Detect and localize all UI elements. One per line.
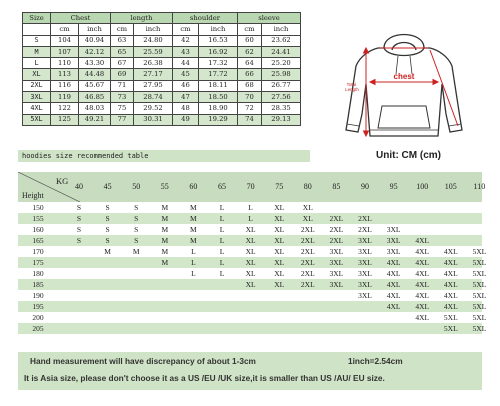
size-recommend-cell: 2XL [300,225,315,234]
size-recommend-cell: 4XL [415,269,430,278]
measure-cell: 73 [111,92,134,103]
size-recommend-cell: S [76,214,82,223]
size-recommend-cell: 3XL [358,258,372,267]
measure-cell: 27.17 [134,69,173,80]
size-row [23,103,301,114]
measure-cell: 104 [51,35,79,46]
size-recommend-cell: 3XL [358,280,372,289]
size-recommend-cell: M [132,247,140,256]
measure-cell: 43.30 [79,58,111,69]
weight-header: 50 [132,182,141,191]
recommend-row [18,257,487,268]
total-length-label-line2: Length [345,87,359,92]
size-recommend-cell: 3XL [329,258,344,267]
height-cell: 205 [32,324,44,333]
chest-label: chest [393,72,415,81]
measure-cell: 40.94 [79,35,111,46]
recommend-row [18,202,482,213]
size-recommend-cell: M [161,247,169,256]
recommend-table [18,172,487,334]
measure-cell: 67 [111,58,134,69]
recommend-row [18,268,487,279]
size-recommend-cell: XL [245,225,256,234]
recommend-row [18,213,482,224]
recommend-row [18,246,487,257]
shoulder-inch-header: inch [199,24,238,35]
measure-cell: 25.98 [262,69,301,80]
measure-cell: 77 [111,114,134,125]
size-recommend-cell: XL [274,225,285,234]
size-recommend-cell: 2XL [300,247,315,256]
measure-cell: 64 [238,58,262,69]
measure-cell: 16.53 [199,35,238,46]
size-header: Size [23,13,51,24]
size-cell: 3XL [23,92,51,103]
recommend-row [18,301,487,312]
size-recommend-cell: 2XL [329,225,344,234]
weight-header: 95 [389,182,398,191]
measure-cell: 44 [173,58,199,69]
size-recommend-cell: L [219,203,225,212]
size-recommend-cell: 2XL [300,280,315,289]
size-recommend-cell: 3XL [358,247,372,256]
size-recommend-cell: 3XL [358,236,372,245]
recommend-row [18,290,487,301]
hoodie-outline [346,35,462,137]
size-recommend-cell: 4XL [415,280,430,289]
shoulder-header: shoulder [173,13,238,24]
chest-header: Chest [51,13,111,24]
size-recommend-cell: 4XL [443,302,458,311]
size-recommend-cell: 4XL [415,291,430,300]
size-recommend-cell: XL [274,203,285,212]
size-recommend-cell: XL [274,247,285,256]
height-cell: 165 [32,236,44,245]
size-recommend-cell: 5XL [472,324,487,333]
measure-cell: 119 [51,92,79,103]
measure-cell: 42.12 [79,46,111,57]
measure-cell: 44.48 [79,69,111,80]
size-recommend-cell: XL [245,269,256,278]
size-recommend-cell: S [134,203,139,212]
size-recommend-cell: 3XL [386,247,401,256]
size-row [23,46,301,57]
total-length-label [345,82,359,92]
weight-header: 75 [275,182,284,191]
measure-cell: 29.52 [134,103,173,114]
measure-cell: 65 [111,46,134,57]
size-empty-cell [23,24,51,35]
measure-cell: 28.74 [134,92,173,103]
size-recommend-cell: 2XL [358,225,372,234]
size-recommend-cell: 5XL [472,258,487,267]
height-cell: 175 [32,258,44,267]
measure-cell: 69 [111,69,134,80]
measure-cell: 49 [173,114,199,125]
size-recommend-cell: 3XL [358,269,372,278]
size-recommend-cell: XL [245,258,256,267]
size-recommend-cell: XL [274,236,285,245]
measure-cell: 45 [173,69,199,80]
size-recommend-cell: 4XL [386,258,401,267]
size-recommend-cell: L [191,247,196,256]
chest-inch-header: inch [79,24,111,35]
measure-cell: 75 [111,103,134,114]
size-recommend-cell: 2XL [358,214,372,223]
size-cell: M [23,46,51,57]
measure-cell: 26.77 [262,80,301,91]
size-recommend-cell: M [190,203,197,212]
size-recommend-cell: XL [245,280,256,289]
size-recommend-cell: M [190,225,197,234]
length-inch-header: inch [134,24,173,35]
size-cell: 2XL [23,80,51,91]
height-cell: 200 [32,313,44,322]
measure-cell: 42 [173,35,199,46]
recommend-title: hoodies size recommended table [18,150,310,162]
size-recommend-cell: L [219,214,225,223]
measure-cell: 63 [111,35,134,46]
size-recommend-cell: 4XL [415,313,430,322]
recommend-row [18,235,482,246]
weight-header: 100 [416,182,429,191]
measure-cell: 74 [238,114,262,125]
measure-cell: 18.50 [199,92,238,103]
size-recommend-cell: 5XL [472,280,487,289]
size-recommend-cell: 4XL [386,302,401,311]
inch-conversion-note: 1inch=2.54cm [348,356,403,366]
height-cell: 190 [32,291,44,300]
weight-header: 85 [332,182,341,191]
weight-header: 70 [246,182,255,191]
notes-box [18,352,482,390]
measure-cell: 25.20 [262,58,301,69]
size-recommend-cell: XL [245,236,256,245]
size-recommend-cell: 4XL [386,291,401,300]
total-length-label-line1: Total [346,82,357,87]
size-recommend-cell: 4XL [443,291,458,300]
size-recommend-cell: 3XL [358,291,372,300]
measure-cell: 46.85 [79,92,111,103]
size-recommend-cell: 5XL [443,324,458,333]
measure-cell: 25.59 [134,46,173,57]
measure-cell: 29.13 [262,114,301,125]
size-recommend-cell: M [161,203,169,212]
measure-cell: 16.92 [199,46,238,57]
size-recommend-cell: 3XL [329,247,344,256]
size-recommend-cell: L [219,247,225,256]
height-cell: 180 [32,269,44,278]
size-recommend-cell: S [76,203,82,212]
sleeve-inch-header: inch [262,24,301,35]
recommend-row [18,279,487,290]
size-row [23,80,301,91]
length-cm-header: cm [111,24,134,35]
size-cell: S [23,35,51,46]
measure-cell: 24.80 [134,35,173,46]
measure-cell: 125 [51,114,79,125]
size-chart-header-row [23,13,301,24]
measure-cell: 27.56 [262,92,301,103]
size-recommend-cell: M [161,225,169,234]
weight-header: 80 [303,182,312,191]
measure-cell: 46 [173,80,199,91]
size-recommend-cell: 4XL [415,258,430,267]
measure-cell: 72 [238,103,262,114]
size-recommend-cell: M [190,236,197,245]
height-cell: 170 [32,247,44,256]
length-header: length [111,13,173,24]
size-recommend-cell: 4XL [386,269,401,278]
size-cell: 4XL [23,103,51,114]
height-cell: 160 [32,225,44,234]
asia-size-note: It is Asia size, please don't choose it as a US /EU /UK size,it is smaller than US /AU/ EU size. [24,373,385,383]
size-recommend-cell: 2XL [300,236,315,245]
size-recommend-cell: S [134,236,139,245]
measure-cell: 27.95 [134,80,173,91]
size-recommend-cell: L [248,203,253,212]
measure-cell: 116 [51,80,79,91]
size-cell: 5XL [23,114,51,125]
unit-header-row [23,24,301,35]
measure-cell: 70 [238,92,262,103]
size-recommend-cell: 5XL [472,313,487,322]
weight-header: 40 [75,182,83,191]
size-recommend-cell: L [248,214,253,223]
measure-cell: 17.72 [199,69,238,80]
measure-cell: 18.11 [199,80,238,91]
size-recommend-cell: S [105,236,110,245]
size-recommend-cell: 4XL [443,247,458,256]
weight-header: 60 [189,182,198,191]
size-recommend-cell: 4XL [386,280,401,289]
size-recommend-cell: 2XL [329,236,344,245]
size-recommend-cell: L [219,236,225,245]
size-recommend-cell: 5XL [472,291,487,300]
size-recommend-cell: 5XL [472,302,487,311]
height-label: Height [22,191,44,200]
size-recommend-cell: 2XL [300,258,315,267]
measure-cell: 122 [51,103,79,114]
shoulder-cm-header: cm [173,24,199,35]
weight-header: 90 [361,182,369,191]
weight-header: 65 [218,182,226,191]
measure-cell: 60 [238,35,262,46]
size-recommend-cell: 4XL [443,258,458,267]
size-recommend-cell: M [161,214,169,223]
size-recommend-cell: 2XL [329,214,344,223]
size-recommend-cell: S [105,225,110,234]
measure-cell: 113 [51,69,79,80]
size-recommend-cell: XL [302,203,313,212]
size-recommend-cell: 4XL [443,280,458,289]
size-recommend-cell: L [219,225,225,234]
weight-header: 105 [444,182,457,191]
weight-header: 55 [160,182,169,191]
size-recommend-cell: 3XL [329,280,344,289]
measure-cell: 17.32 [199,58,238,69]
size-recommend-cell: XL [245,247,256,256]
measure-cell: 48.03 [79,103,111,114]
height-cell: 185 [32,280,44,289]
measure-cell: 62 [238,46,262,57]
measure-cell: 71 [111,80,134,91]
measure-cell: 66 [238,69,262,80]
recommend-row [18,224,482,235]
height-cell: 150 [32,203,44,212]
measure-cell: 107 [51,46,79,57]
size-recommend-cell: XL [274,280,285,289]
measurement-note: Hand measurement will have discrepancy of about 1-3cm [30,356,256,366]
size-recommend-cell: 3XL [386,236,401,245]
size-recommend-cell: M [161,236,169,245]
unit-label: Unit: CM (cm) [376,150,441,161]
size-cell: L [23,58,51,69]
measure-cell: 49.21 [79,114,111,125]
measure-cell: 24.41 [262,46,301,57]
size-recommend-cell: XL [302,214,313,223]
size-row [23,69,301,80]
size-recommend-cell: 5XL [443,313,458,322]
size-recommend-cell: 4XL [443,269,458,278]
sleeve-header: sleeve [238,13,301,24]
measure-cell: 19.29 [199,114,238,125]
size-recommend-cell: M [161,258,169,267]
size-recommend-cell: M [104,247,111,256]
recommend-header-row [18,172,486,202]
recommend-row [18,323,487,334]
measure-cell: 45.67 [79,80,111,91]
size-recommend-cell: 4XL [415,302,430,311]
height-cell: 195 [32,302,44,311]
sleeve-cm-header: cm [238,24,262,35]
chest-cm-header: cm [51,24,79,35]
size-recommend-cell: 5XL [472,247,487,256]
size-row [23,114,301,125]
height-cell: 155 [32,214,44,223]
measure-cell: 110 [51,58,79,69]
size-recommend-cell: 2XL [300,269,315,278]
size-recommend-cell: 5XL [472,269,487,278]
size-cell: XL [23,69,51,80]
size-recommend-cell: M [190,214,197,223]
size-recommend-cell: L [191,258,196,267]
size-recommend-cell: S [105,203,110,212]
kg-label: KG [56,176,69,186]
recommend-row [18,312,487,323]
weight-header: 110 [473,182,486,191]
size-recommend-cell: XL [274,269,285,278]
size-recommend-cell: S [76,236,82,245]
measure-cell: 48 [173,103,199,114]
size-recommend-cell: L [219,269,225,278]
size-chart-table [22,12,301,126]
size-recommend-cell: 3XL [329,269,344,278]
size-recommend-cell: S [76,225,82,234]
size-row [23,35,301,46]
size-recommend-cell: 3XL [386,225,401,234]
measure-cell: 26.38 [134,58,173,69]
size-recommend-cell: 4XL [415,236,430,245]
size-recommend-cell: L [219,258,225,267]
measure-cell: 30.31 [134,114,173,125]
measure-cell: 68 [238,80,262,91]
hoodie-measurement-diagram [330,18,500,143]
size-row [23,92,301,103]
size-row [23,58,301,69]
size-recommend-cell: 4XL [415,247,430,256]
measure-cell: 43 [173,46,199,57]
weight-header: 45 [103,182,112,191]
size-recommend-cell: L [191,269,196,278]
size-recommend-cell: S [134,225,139,234]
size-recommend-cell: S [134,214,139,223]
measure-cell: 28.35 [262,103,301,114]
size-recommend-cell: XL [274,258,285,267]
size-recommend-cell: S [105,214,110,223]
measure-cell: 23.62 [262,35,301,46]
size-recommend-cell: XL [274,214,285,223]
measure-cell: 18.90 [199,103,238,114]
measure-cell: 47 [173,92,199,103]
